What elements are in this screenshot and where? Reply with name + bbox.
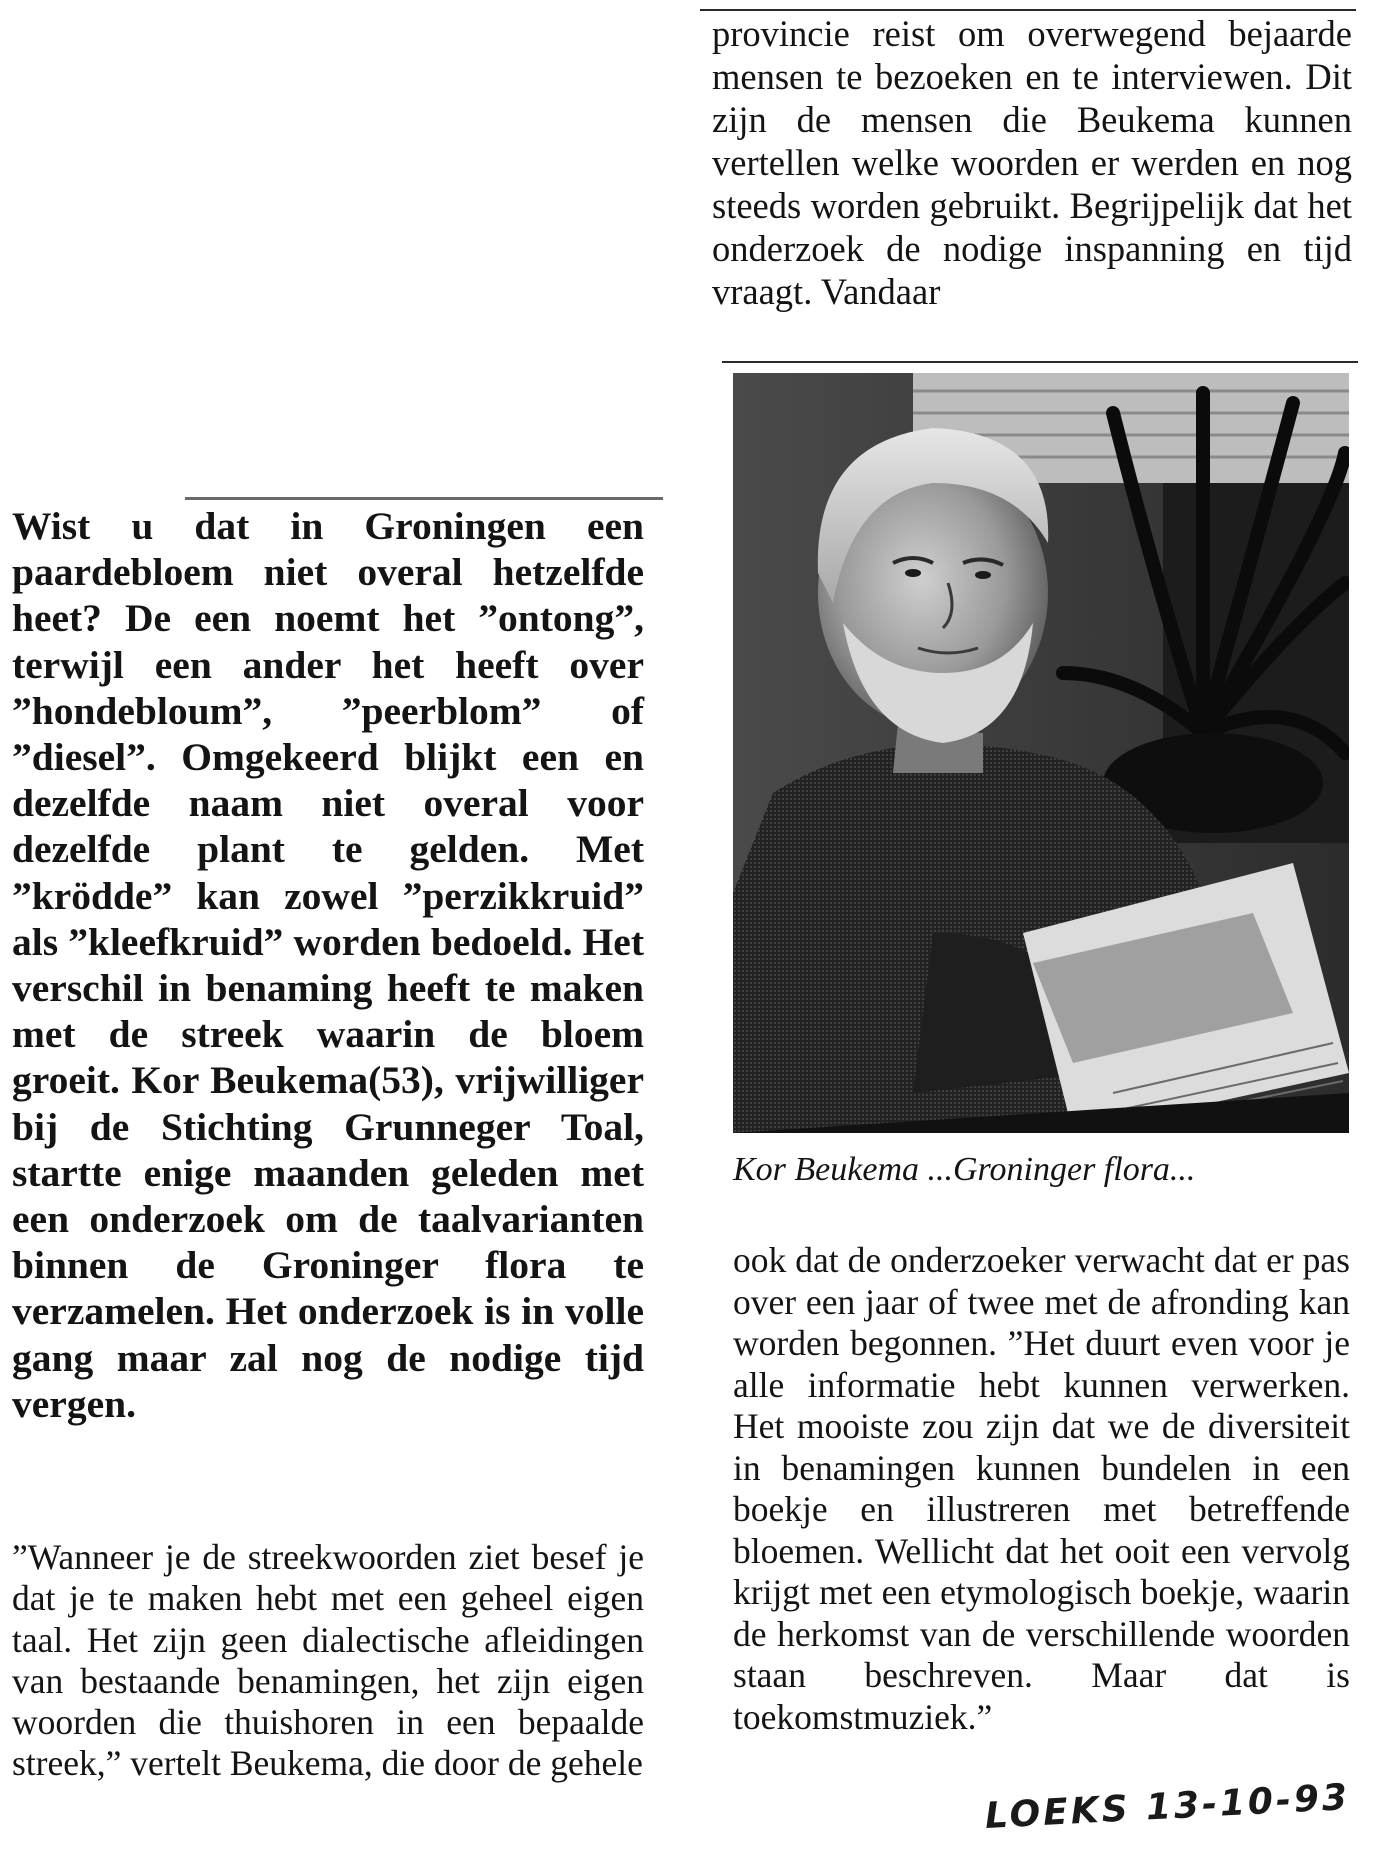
bottom-right-column-text: ook dat de onderzoeker verwacht dat er pas over een jaar of twee met de afronding kan worden begonnen. ”Het duurt even voor je alle informatie hebt kunnen verwerken. Het mooiste zou zijn dat we de diversiteit in benamingen kunnen bundelen in een boekje en illustreren met betreffende bloemen. Wellicht dat het ooit een vervolg krijgt met een etymologisch boekje, waarin de herkomst van de verschillende woorden staan beschreven. Maar dat is toekomstmuziek.” <box>733 1240 1350 1737</box>
photo-kor-beukema <box>733 373 1349 1133</box>
photo-caption: Kor Beukema ...Groninger flora... <box>733 1151 1196 1188</box>
intro-top-rule <box>185 497 663 500</box>
bottom-left-column-text: ”Wanneer je de streekwoorden ziet besef je dat je te maken hebt met een geheel eigen taal. Het zijn geen dialectische afleidingen van bestaande benamingen, het zijn eigen woorden die thuishoren in een bepaalde streek,” vertelt Beukema, die door de gehele <box>12 1537 644 1784</box>
photo-top-rule <box>722 361 1358 363</box>
handwritten-date-note: LOEKS 13-10-93 <box>983 1776 1351 1837</box>
top-right-column-text: provincie reist om overwegend bejaarde mensen te bezoeken en te interviewen. Dit zijn de mensen die Beukema kunnen vertellen welke woorden er werden en nog steeds worden gebruikt. Begrijpelijk dat het onderzoek de nodige inspanning en tijd vraagt. Vandaar <box>712 13 1352 312</box>
intro-paragraph: Wist u dat in Groningen een paardebloem niet overal hetzelfde heet? De een noemt het ”ontong”, terwijl een ander het heeft over ”hondebloum”, ”peerblom” of ”diesel”. Omgekeerd blijkt een en dezelfde naam niet overal voor dezelfde plant te gelden. Met ”krödde” kan zowel ”perzikkruid” als ”kleefkruid” worden bedoeld. Het verschil in benaming heeft te maken met de streek waarin de bloem groeit. Kor Beukema(53), vrijwilliger bij de Stichting Grunneger Toal, startte enige maanden geleden met een onderzoek om de taalvarianten binnen de Groninger flora te verzamelen. Het onderzoek is in volle gang maar zal nog de nodige tijd vergen. <box>12 504 644 1426</box>
top-right-rule <box>700 9 1356 11</box>
